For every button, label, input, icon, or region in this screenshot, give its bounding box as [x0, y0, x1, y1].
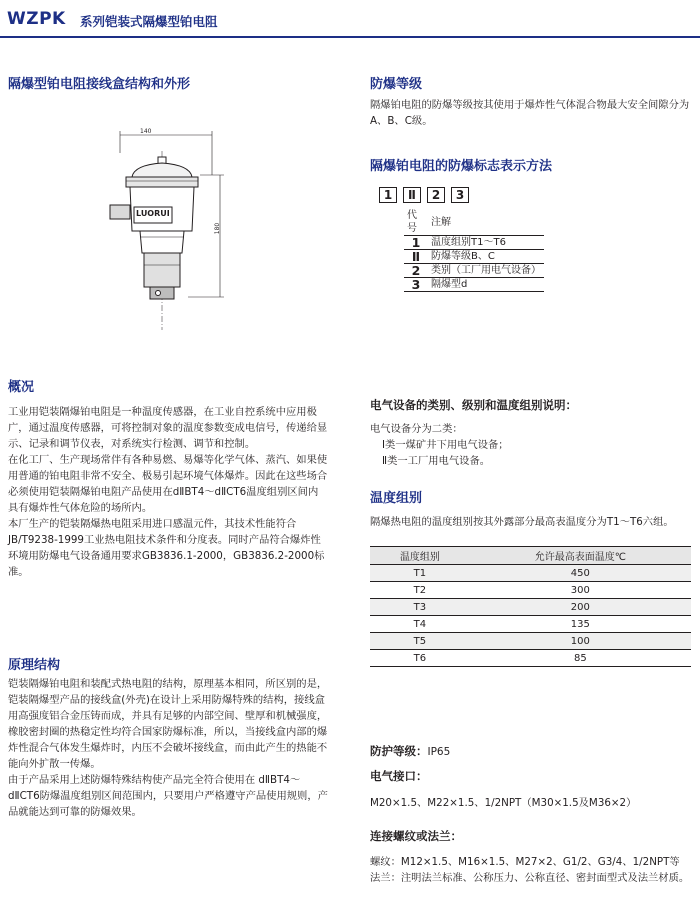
interface-text: M20×1.5、M22×1.5、1/2NPT（M30×1.5及M36×2） — [370, 797, 637, 809]
note-header: 注解 — [428, 209, 544, 236]
group-cell: T5 — [370, 633, 470, 650]
principle-title: 原理结构 — [8, 658, 61, 673]
protection-value: IP65 — [427, 746, 451, 758]
code-header: 代号 — [404, 209, 428, 236]
grade-title: 防爆等级 — [370, 77, 423, 92]
overview-title: 概况 — [8, 380, 35, 395]
connection-line: 法兰：注明法兰标准、公称压力、公称直径、密封面型式及法兰材质。 — [370, 872, 690, 884]
dimension-height-label: 180 — [214, 222, 222, 235]
equipment-title: 电气设备的类别、级别和温度组别说明： — [370, 398, 577, 412]
mark-boxes — [379, 187, 469, 203]
structure-title: 隔爆型铂电阻接线盒结构和外形 — [8, 77, 191, 92]
code-cell: 2 — [404, 264, 428, 278]
group-header: 温度组别 — [370, 547, 470, 565]
group-cell: T3 — [370, 599, 470, 616]
group-cell: T6 — [370, 650, 470, 667]
protection-label: 防护等级： — [370, 744, 428, 758]
protection-row — [370, 743, 450, 759]
overview-paragraph: 在化工厂、生产现场常伴有各种易燃、易爆等化学气体、蒸汽、如果使用普通的铂电阻非常不安全、极易引起环境气体爆炸。因此在这些场合必须使用铠装隔爆铂电阻产品使用在dⅡBT4～dⅡCT6温度组别区间内具有爆炸性气体危险的场所内。 — [8, 454, 328, 514]
code-cell: Ⅱ — [404, 250, 428, 264]
connection-body — [370, 854, 690, 886]
connection-title: 连接螺纹或法兰： — [370, 829, 462, 843]
temperature-title: 温度组别 — [370, 491, 423, 506]
mark-title: 隔爆铂电阻的防爆标志表示方法 — [370, 159, 553, 174]
mark-box: 3 — [451, 187, 469, 203]
header-divider — [0, 36, 700, 38]
note-cell: 隔爆型d — [428, 278, 544, 292]
page-subtitle: 系列铠装式隔爆型铂电阻 — [80, 14, 218, 29]
equipment-line: Ⅱ类一工厂用电气设备。 — [382, 455, 491, 467]
temperature-text: 隔爆热电阻的温度组别按其外露部分最高表温度分为T1～T6六组。 — [370, 516, 674, 528]
principle-body — [8, 676, 328, 820]
mark-box: 2 — [427, 187, 445, 203]
temp-cell: 450 — [470, 565, 691, 582]
temp-cell: 135 — [470, 616, 691, 633]
mark-box: 1 — [379, 187, 397, 203]
overview-paragraph: 本厂生产的铠装隔爆热电阻采用进口感温元件，其技术性能符合JB/T9238-1999工业热电阻技术条件和分度表。同时产品符合爆炸性环境用防爆电气设备通用要求GB3836.1-2000，GB3836.2-2000标准。 — [8, 518, 325, 578]
interface-title: 电气接口： — [370, 769, 428, 783]
overview-body — [8, 404, 328, 580]
junction-box-drawing — [100, 125, 230, 335]
temp-header: 允许最高表面温度℃ — [470, 547, 691, 565]
temp-cell: 85 — [470, 650, 691, 667]
equipment-line: Ⅰ类一煤矿井下用电气设备； — [382, 439, 509, 451]
temp-cell: 100 — [470, 633, 691, 650]
code-cell: 1 — [404, 236, 428, 250]
grade-text: 隔爆铂电阻的防爆等级按其使用于爆炸性气体混合物最大安全间隙分为A、B、C级。 — [370, 99, 690, 127]
equipment-line: 电气设备分为二类： — [370, 423, 463, 435]
temperature-table — [370, 546, 691, 667]
group-cell: T1 — [370, 565, 470, 582]
note-cell: 温度组别T1～T6 — [428, 236, 544, 250]
mark-box: Ⅱ — [403, 187, 421, 203]
temp-cell: 300 — [470, 582, 691, 599]
dimension-width-label: 140 — [140, 128, 152, 135]
note-cell: 防爆等级B、C — [428, 250, 544, 264]
note-cell: 类别（工厂用电气设备） — [428, 264, 544, 278]
brand-title: WZPK — [7, 9, 66, 29]
principle-paragraph: 铠装隔爆铂电阻和装配式热电阻的结构，原理基本相同，所区别的是，铠装隔爆型产品的接线盒(外壳)在设计上采用防爆特殊的结构，接线盒用高强度铝合金压铸而成，并具有足够的内部空间、壁厚和机械强度，橡胶密封圈的热稳定性均符合国家防爆标准，所以，当接线盒内部的爆炸性混合气体发生爆炸时，内压不会破坏接线盒，而由此产生的热能不能向外扩散一传爆。 — [8, 678, 328, 770]
code-table — [404, 209, 544, 292]
temp-cell: 200 — [470, 599, 691, 616]
logo-plate: LUORUI — [136, 209, 170, 218]
connection-line: 螺纹：M12×1.5、M16×1.5、M27×2、G1/2、G3/4、1/2NPT等 — [370, 856, 680, 868]
code-cell: 3 — [404, 278, 428, 292]
overview-paragraph: 工业用铠装隔爆铂电阻是一种温度传感器，在工业自控系统中应用极广，通过温度传感器，可将控制对象的温度参数变成电信号，传递给显示、记录和调节仪表，对系统实行检测、调节和控制。 — [8, 406, 328, 450]
group-cell: T4 — [370, 616, 470, 633]
principle-paragraph: 由于产品采用上述防爆特殊结构使产品完全符合使用在 dⅡBT4～dⅡCT6防爆温度组别区间范围内，只要用户严格遵守产品使用规则，产品就能达到可靠的防爆效果。 — [8, 774, 328, 818]
group-cell: T2 — [370, 582, 470, 599]
